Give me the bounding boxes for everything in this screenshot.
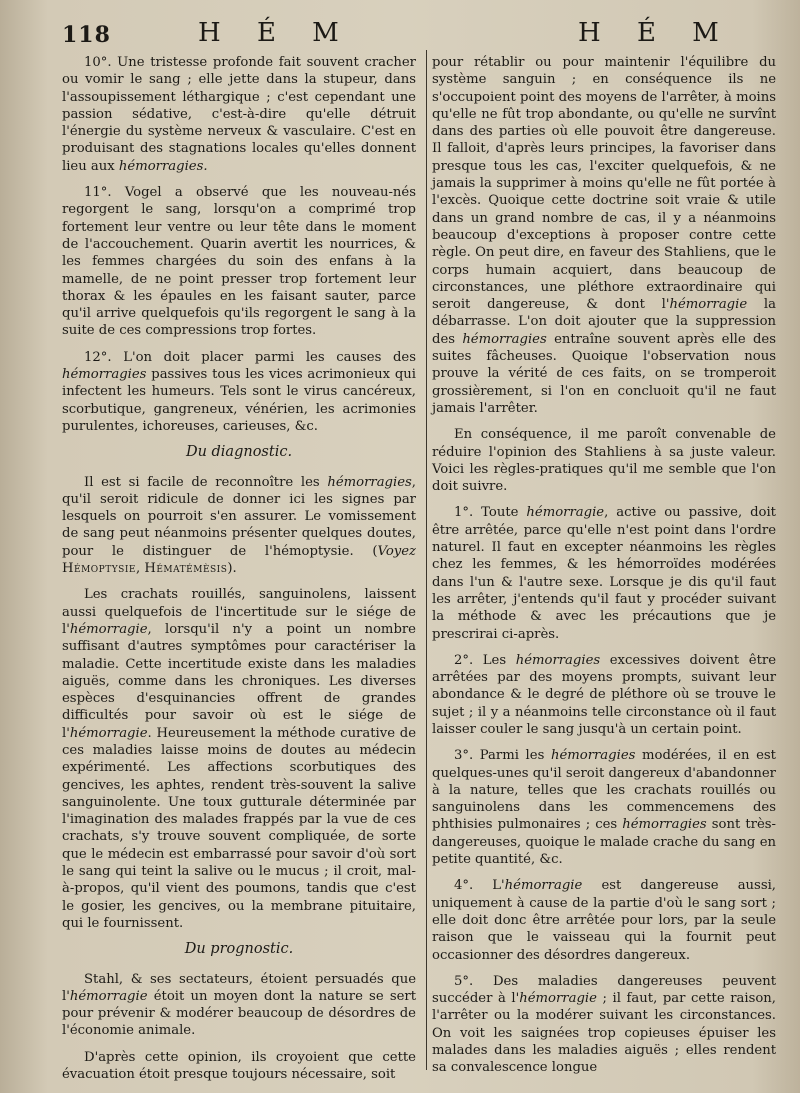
rule-4: 4°. L'hémorragie est dangereuse aussi, uniquement à cause de la partie d'où le sang sort ; elle doit donc être arrêtée pour lors, par la seule raison que le vaisseau qui la fournit peut occasionner des désordres dangereux. xyxy=(432,878,776,963)
page-header xyxy=(0,16,800,52)
rule-2: 2°. Les hémorragies excessives doivent être arrêtées par des moyens prompts, suivant leur abondance & le degré de pléthore où se trouve le sujet ; il y a néanmoins telle circonstance où il faut laisser couler le sang jusqu'à un certain point. xyxy=(432,652,776,737)
running-head-right: H É M xyxy=(578,18,733,48)
paragraph-prognostic-1: Stahl, & ses sectateurs, étoient persuadés que l'hémorragie étoit un moyen dont la nature se sert pour prévenir & modérer beaucoup de désordres de l'économie animale. xyxy=(62,971,416,1039)
rule-3: 3°. Parmi les hémorragies modérées, il en est quelques-unes qu'il seroit dangereux d'abandonner à la nature, telles que les crachats rouillés ou sanguinolens dans les commencemens des phthisies pulmonaires ; ces hémorragies sont très-dangereuses, quoique le malade crache du sang en petite quantité, &c. xyxy=(432,748,776,868)
rule-5: 5°. Des maladies dangereuses peuvent succéder à l'hémorragie ; il faut, par cette raison, l'arrêter ou la modérer suivant les circonstances. On voit les saignées trop copieuses épuiser les malades dans les maladies aiguës ; elles rendent sa convalescence longue xyxy=(432,973,776,1076)
paragraph-diagnostic-2: Les crachats rouillés, sanguinolens, laissent aussi quelquefois de l'incertitude sur le siége de l'hémorragie, lorsqu'il n'y a point un nombre suffisant d'autres symptômes pour caractériser la maladie. Cette incertitude existe dans les maladies aiguës, comme dans les chroniques. Les diverses espèces d'esquinancies offrent de grandes difficultés pour savoir où est le siége de l'hémorragie. Heureusement la méthode curative de ces maladies laisse moins de doutes au médecin expérimenté. Les affections scorbutiques des gencives, les aphtes, rendent très-souvent la salive sanguinolente. Une toux gutturale déterminée par l'imagination des malades frappés par la vue de ces crachats, s'y trouve souvent compliquée, de sorte que le médecin est embarrassé pour savoir d'où sort le sang qui teint la salive ou le mucus ; il croit, mal-à-propos, qu'il vient des poumons, tandis que c'est le gosier, les gencives, ou la membrane pituitaire, qui le fournissent. xyxy=(62,587,416,931)
running-head-left: H É M xyxy=(198,18,353,48)
paragraph-12: 12°. L'on doit placer parmi les causes des hémorragies passives tous les vices acrimonieux qui infectent les humeurs. Tels sont le virus cancéreux, scorbutique, gangreneux, vénérien, les acrimonies purulentes, ichoreuses, carieuses, &c. xyxy=(62,349,416,434)
left-column xyxy=(62,54,416,1092)
paragraph-10: 10°. Une tristesse profonde fait souvent cracher ou vomir le sang ; elle jette dans la stupeur, dans l'assoupissement léthargique ; c'est cependant une passion sédative, c'est-à-dire qu'elle détruit l'énergie du système nerveux & vasculaire. C'est en produisant des stagnations locales qu'elles donnent lieu aux hémorragies. xyxy=(62,55,416,174)
paragraph-11: 11°. Vogel a observé que les nouveau-nés regorgent le sang, lorsqu'on a comprimé trop fortement leur ventre ou leur tête dans le moment de l'accouchement. Quarin avertit les nourrices, & les femmes chargées du soin des enfans à la mamelle, de ne point presser trop fortement leur thorax & les épaules en les faisant sauter, parce qu'il arrive quelquefois qu'ils regorgent le sang à la suite de ces compressions trop fortes. xyxy=(62,185,416,339)
paragraph-consequence: En conséquence, il me paroît convenable de réduire l'opinion des Stahliens à sa juste valeur. Voici les règles-pratiques qu'il me semble que l'on doit suivre. xyxy=(432,427,776,495)
rule-1: 1°. Toute hémorragie, active ou passive, doit être arrêtée, parce qu'elle n'est point dans l'ordre naturel. Il faut en excepter néanmoins les règles chez les femmes, & les hémorroïdes modérées dans l'un & l'autre sexe. Lorsque je dis qu'il faut les arrêter, j'entends qu'il faut y procéder suivant la méthode & avec les précautions que je prescrirai ci-après. xyxy=(432,505,776,642)
right-column xyxy=(432,54,776,1086)
paragraph-continued: pour rétablir ou pour maintenir l'équilibre du système sanguin ; en conséquence ils ne s'occupoient point des moyens de l'arrêter, à moins qu'elle ne fût trop abondante, ou qu'elle ne survînt dans des parties où elle pouvoit être dangereuse. Il falloit, d'après leurs principes, la favoriser dans presque tous les cas, l'exciter quelquefois, & ne jamais la supprimer à moins qu'elle ne fût portée à l'excès. Quoique cette doctrine soit vraie & utile dans un grand nombre de cas, il y a néanmoins beaucoup d'exceptions à proposer contre cette règle. On peut dire, en faveur des Stahliens, que le corps humain acquiert, dans beaucoup de circonstances, une pléthore extraordinaire qui seroit dangereuse, & dont l'hémorragie la débarrasse. L'on doit ajouter que la suppression des hémorragies entraîne souvent après elle des suites fâcheuses. Quoique l'observation nous prouve la vérité de ces faits, on se tromperoit grossièrement, si l'on en concluoit qu'il ne faut jamais l'arrêter. xyxy=(432,55,776,416)
paragraph-prognostic-2: D'après cette opinion, ils croyoient que cette évacuation étoit presque toujours nécessaire, soit xyxy=(62,1049,416,1083)
paragraph-diagnostic-1: Il est si facile de reconnoître les hémorragies, qu'il seroit ridicule de donner ici les signes par lesquels on pourroit s'en assurer. Le vomissement de sang peut néanmoins présenter quelques doutes, pour le distinguer de l'hémoptysie. (Voyez Hémoptysie, Hématémèsis). xyxy=(62,474,416,577)
section-heading-diagnostic: Du diagnostic. xyxy=(185,444,293,461)
page-number: 118 xyxy=(62,22,111,48)
column-divider xyxy=(426,50,427,1070)
section-heading-prognostic: Du prognostic. xyxy=(184,941,294,958)
